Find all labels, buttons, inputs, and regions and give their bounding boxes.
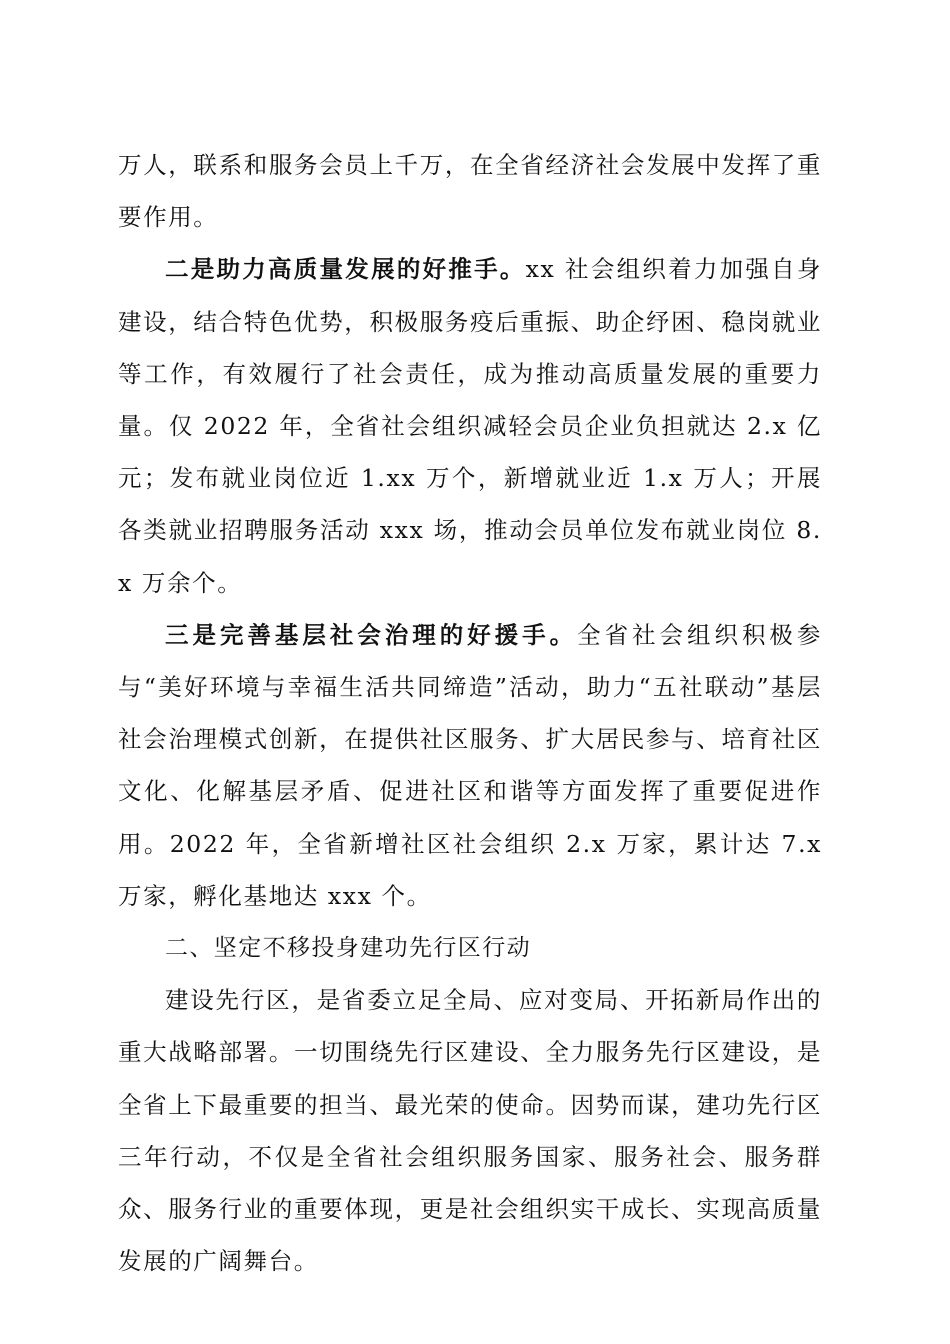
paragraph-lead: 二是助力高质量发展的好推手。 xyxy=(165,255,526,284)
paragraph-body: 建设先行区，是省委立足全局、应对变局、开拓新局作出的重大战略部署。一切围绕先行区建设、全力服务先行区建设，是全省上下最重要的担当、最光荣的使命。因势而谋，建功先行区三年行动，不仅是全省社会组织服务国家、服务社会、服务群众、服务行业的重要体现，更是社会组织实干成长、实现高质量发展的广阔舞台。 xyxy=(118,986,822,1276)
paragraph-body: 全省社会组织积极参与“美好环境与幸福生活共同缔造”活动，助力“五社联动”基层社会治理模式创新，在提供社区服务、扩大居民参与、培育社区文化、化解基层矛盾、促进社区和谐等方面发挥了重要促进作用。2022 年，全省新增社区社会组织 2.x 万家，累计达 7.x 万家，孵化基地达 xxx 个。 xyxy=(118,620,822,910)
paragraph-high-quality-development xyxy=(118,243,822,608)
paragraph-lead: 三是完善基层社会治理的好援手。 xyxy=(165,620,578,649)
paragraph-body: xx 社会组织着力加强自身建设，结合特色优势，积极服务疫后重振、助企纾困、稳岗就业等工作，有效履行了社会责任，成为推动高质量发展的重要力量。仅 2022 年，全省社会组织减轻会员企业负担就达 2.x 亿元；发布就业岗位近 1.xx 万个，新增就业近 1.x 万人；开展各类就业招聘服务活动 xxx 场，推动会员单位发布就业岗位 8.x 万余个。 xyxy=(118,255,822,597)
paragraph-body: 万人，联系和服务会员上千万，在全省经济社会发展中发挥了重要作用。 xyxy=(118,151,822,232)
body-text xyxy=(118,139,822,1287)
section-heading: 二、坚定不移投身建功先行区行动 xyxy=(165,935,531,962)
paragraph-grassroots-governance xyxy=(118,609,822,922)
paragraph-pilot-zone xyxy=(118,974,822,1287)
paragraph-continuation xyxy=(118,139,822,243)
